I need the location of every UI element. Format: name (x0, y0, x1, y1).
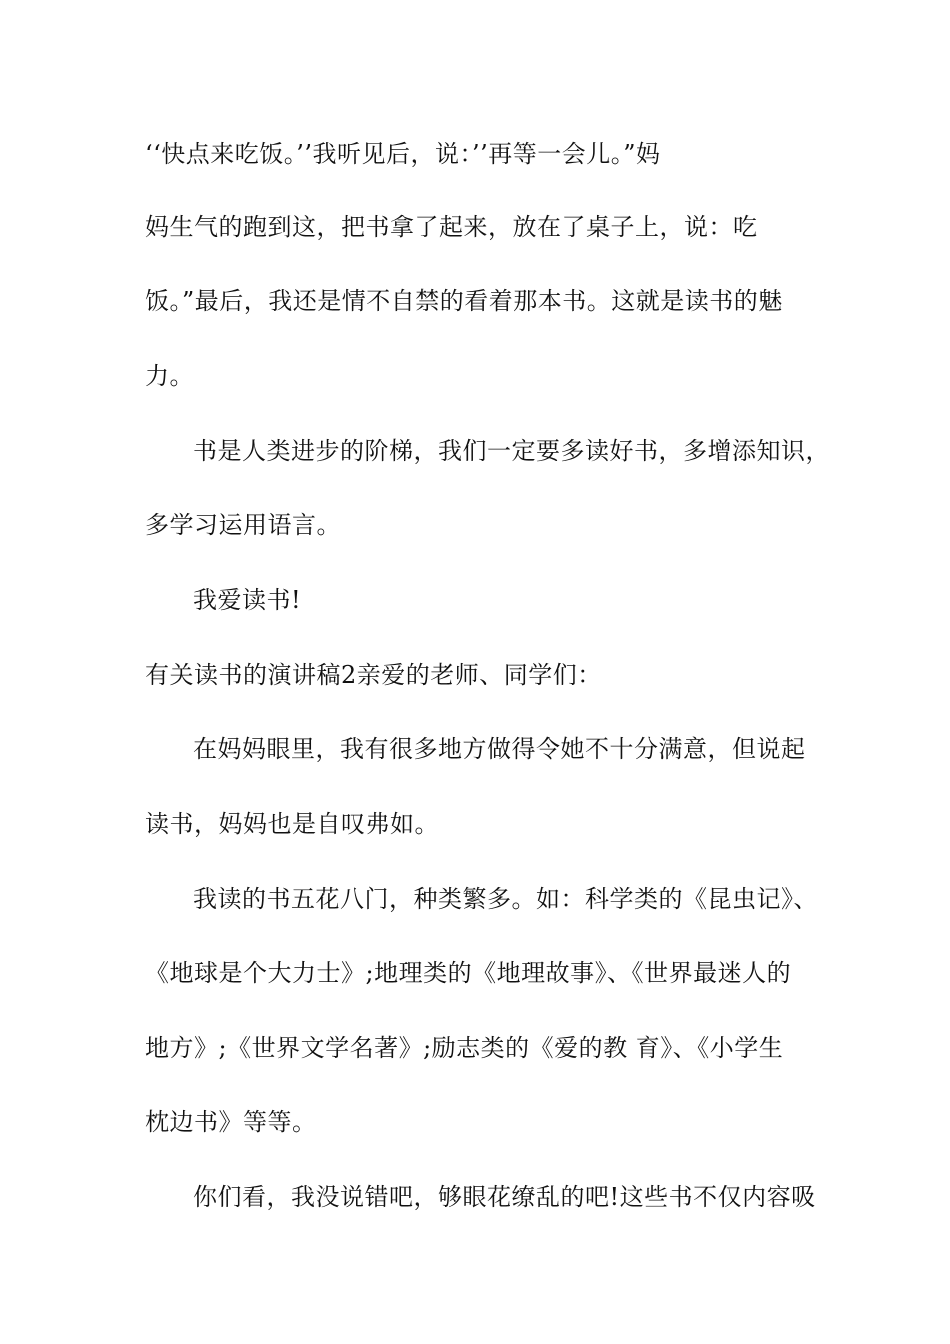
text-line: 我爱读书! (193, 586, 302, 614)
text-line: 妈生气的跑到这，把书拿了起来，放在了桌子上，说：吃 (145, 213, 758, 241)
text-line: ‘‘快点来吃饭。’’我听见后，说：’’再等一会儿。”妈 (145, 140, 661, 168)
text-line: 你们看，我没说错吧，够眼花缭乱的吧!这些书不仅内容吸 (193, 1183, 816, 1211)
text-line: 我读的书五花八门，种类繁多。如：科学类的《昆虫记》、 (193, 885, 818, 913)
text-line: 枕边书》等等。 (145, 1108, 317, 1136)
text-line: 书是人类进步的阶梯，我们一定要多读好书，多增添知识， (193, 437, 830, 465)
text-line: 《地球是个大力士》;地理类的《地理故事》、《世界最迷人的 (145, 959, 792, 987)
text-line: 在妈妈眼里，我有很多地方做得令她不十分满意，但说起 (193, 735, 806, 763)
text-line: 力。 (145, 362, 194, 390)
text-line: 地方》;《世界文学名著》;励志类的《爱的教 育》、《小学生 (145, 1034, 784, 1062)
text-line: 读书，妈妈也是自叹弗如。 (145, 810, 439, 838)
section-heading: 有关读书的演讲稿2亲爱的老师、同学们： (145, 661, 602, 689)
text-line: 饭。”最后，我还是情不自禁的看着那本书。这就是读书的魅 (145, 287, 783, 315)
text-line: 多学习运用语言。 (145, 511, 341, 539)
